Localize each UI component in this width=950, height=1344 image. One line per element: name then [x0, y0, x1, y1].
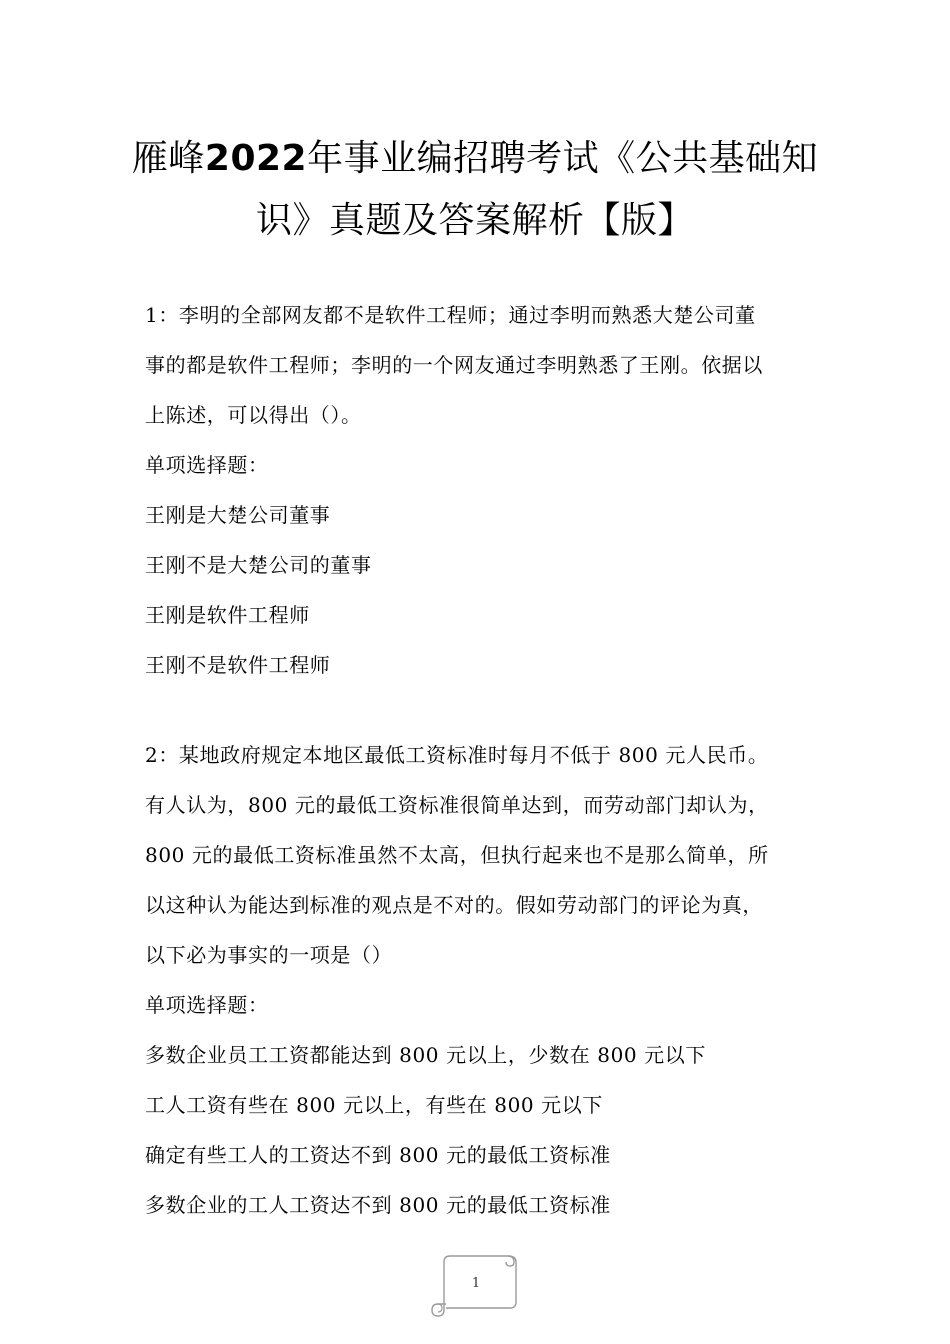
question-text-line: 有人认为，800 元的最低工资标准很简单达到，而劳动部门却认为，: [145, 793, 769, 817]
title-prefix: 雁峰: [131, 138, 205, 179]
title-line-1: [100, 128, 850, 190]
document-body: [145, 290, 815, 1230]
question-spacer: [145, 690, 815, 730]
question-type-label: 单项选择题：: [145, 453, 269, 477]
question-text-line: 2：某地政府规定本地区最低工资标准时每月不低于 800 元人民币。: [145, 743, 769, 767]
question-type-label: 单项选择题：: [145, 993, 269, 1017]
answer-option: 王刚是软件工程师: [145, 603, 310, 627]
question-text-line: 以这种认为能达到标准的观点是不对的。假如劳动部门的评论为真，: [145, 893, 763, 917]
answer-option: 多数企业员工工资都能达到 800 元以上，少数在 800 元以下: [145, 1043, 706, 1067]
question-text-line: 事的都是软件工程师；李明的一个网友通过李明熟悉了王刚。依据以: [145, 353, 763, 377]
answer-option: 多数企业的工人工资达不到 800 元的最低工资标准: [145, 1193, 611, 1217]
question-1: [145, 290, 815, 690]
question-text-line: 800 元的最低工资标准虽然不太高，但执行起来也不是那么简单，所: [145, 843, 769, 867]
answer-option: 王刚不是软件工程师: [145, 653, 331, 677]
answer-option: 工人工资有些在 800 元以上，有些在 800 元以下: [145, 1093, 603, 1117]
title-line-2: 识》真题及答案解析【版】: [255, 200, 694, 241]
title-suffix: 年事业编招聘考试《公共基础知: [307, 138, 819, 179]
document-title: [100, 128, 850, 252]
answer-option: 王刚是大楚公司董事: [145, 503, 331, 527]
question-2: [145, 730, 815, 1230]
question-text-line: 上陈述，可以得出（）。: [145, 403, 362, 427]
answer-option: 王刚不是大楚公司的董事: [145, 553, 372, 577]
answer-option: 确定有些工人的工资达不到 800 元的最低工资标准: [145, 1143, 611, 1167]
title-year: 2022: [204, 138, 308, 179]
page-number-text: 1: [471, 1276, 481, 1291]
page-number-scroll: [430, 1252, 522, 1318]
question-text-line: 以下必为事实的一项是（）: [145, 943, 393, 967]
question-text-line: 1：李明的全部网友都不是软件工程师；通过李明而熟悉大楚公司董: [145, 303, 756, 327]
